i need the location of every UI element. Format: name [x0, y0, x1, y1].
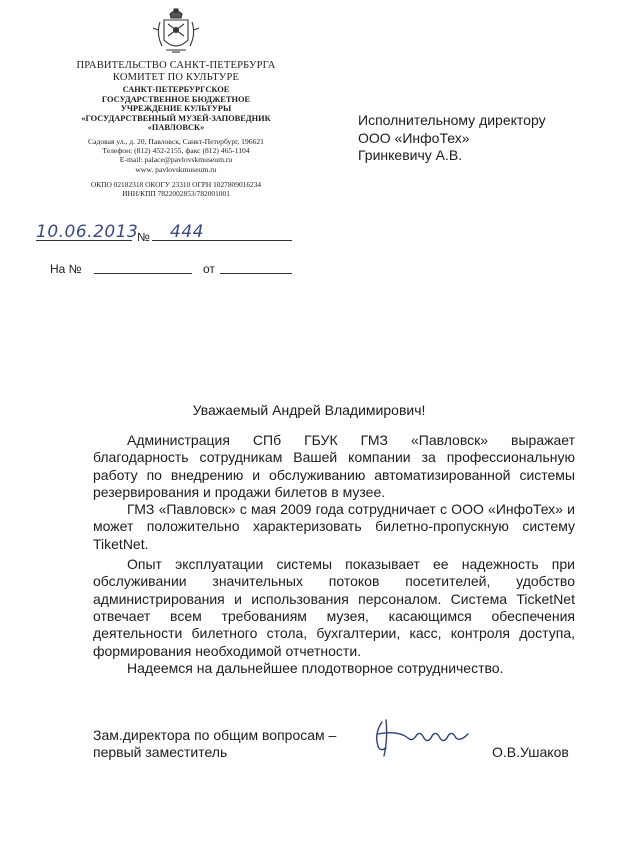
committee-name: КОМИТЕТ ПО КУЛЬТУРЕ: [112, 72, 240, 83]
position-line: первый заместитель: [93, 744, 228, 760]
incoming-date-line: [220, 273, 292, 274]
institution-line: «ГОСУДАРСТВЕННЫЙ МУЗЕЙ-ЗАПОВЕДНИК: [81, 113, 271, 123]
coat-of-arms-icon: [150, 6, 202, 58]
government-name: ПРАВИТЕЛЬСТВО САНКТ-ПЕТЕРБУРГА: [76, 60, 276, 71]
institution-name: [40, 85, 312, 133]
institution-line: САНКТ-ПЕТЕРБУРГСКОЕ: [122, 85, 230, 94]
paragraph: Опыт эксплуатации системы показывает ее надежность при обслуживании значительных потоков посетителей, удобство администрирования и использования персоналом. Система TicketNet отвечает всем требованиям музея, касающимся обеспечения деятельности билетного стола, бухгалтерии, касс, контроля доступа, формирования необходимой отчетности.: [93, 556, 575, 659]
website: www. pavlovskmuseum.ru: [135, 164, 217, 174]
registration-codes: [40, 180, 312, 198]
institution-line: «ПАВЛОВСК»: [147, 123, 205, 133]
codes-line: ИНН/КПП 7822002853/782001001: [122, 188, 230, 198]
incoming-date-label: от: [203, 262, 215, 276]
phone: Телефон: (812) 452-2155, факс (812) 465-1104: [102, 146, 250, 156]
paragraph: Надеемся на дальнейшее плодотворное сотрудничество.: [127, 659, 504, 676]
letterhead: [40, 60, 312, 198]
institution-line: УЧРЕЖДЕНИЕ КУЛЬТУРЫ: [120, 104, 232, 114]
addressee-line: Гринкевичу А.В.: [358, 147, 463, 163]
incoming-number-line: [94, 273, 192, 274]
letter-body: [93, 432, 575, 677]
paragraph: ГМЗ «Павловск» с мая 2009 года сотрудничает с ООО «ИнфоТех» и может положительно характеризовать билетно-пропускную систему TiketNet.: [93, 501, 575, 552]
addressee-line: ООО «ИнфоТех»: [358, 129, 470, 146]
handwritten-signature-icon: [368, 712, 478, 762]
contacts: [40, 137, 312, 174]
email: E-mail: palace@pavlovskmuseum.ru: [119, 155, 233, 165]
greeting: Уважаемый Андрей Владимирович!: [192, 402, 426, 418]
codes-line: ОКПО 02182318 ОКОГУ 23310 ОГРН 1027809016234: [90, 179, 262, 189]
paragraph: Администрация СПб ГБУК ГМЗ «Павловск» выражает благодарность сотрудникам Вашей компании за профессиональную работу по внедрению и обслуживанию автоматизированной системы резервирования и продажи билетов в музее.: [93, 432, 575, 500]
institution-line: ГОСУДАРСТВЕННОЕ БЮДЖЕТНОЕ: [101, 94, 251, 104]
address: Садовая ул., д. 20, Павловск, Санкт-Петербург, 196621: [88, 136, 264, 146]
outgoing-number: 444: [170, 222, 204, 242]
position-line: Зам.директора по общим вопросам –: [93, 727, 337, 743]
signatory-name: О.В.Ушаков: [492, 744, 569, 760]
number-label: №: [137, 230, 150, 244]
incoming-number-label: На №: [50, 262, 82, 276]
outgoing-date: 10.06.2013: [36, 222, 139, 242]
addressee: [358, 112, 598, 165]
signatory-position: [93, 727, 336, 761]
addressee-line: Исполнительному директору: [358, 112, 546, 128]
